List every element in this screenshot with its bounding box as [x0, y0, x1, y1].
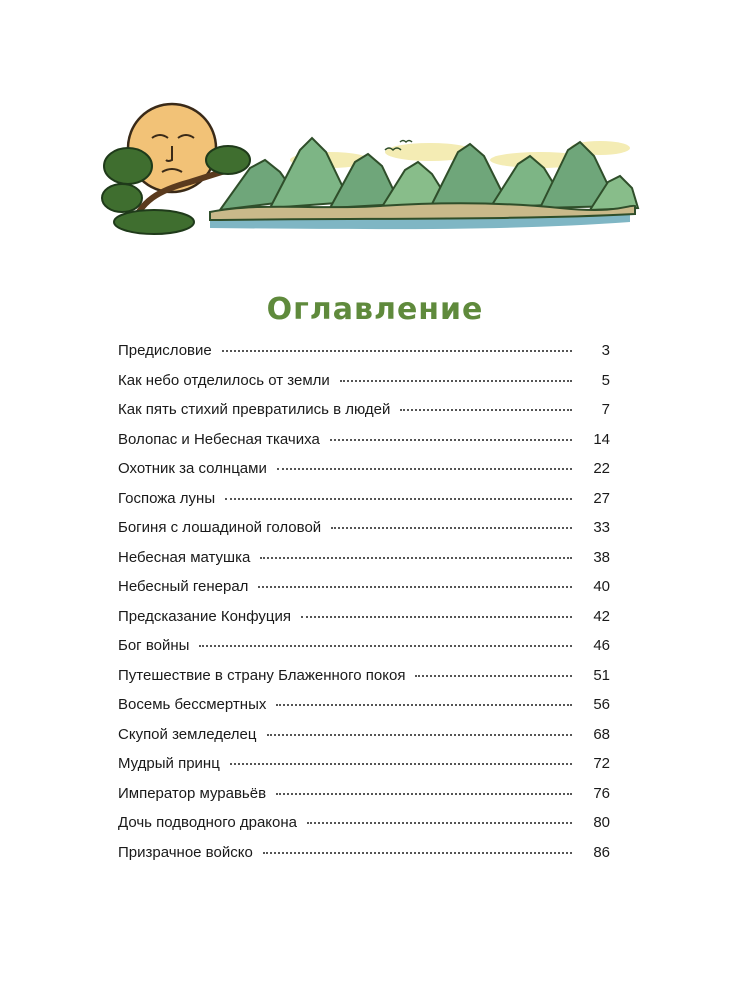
toc-entry[interactable] — [118, 661, 610, 691]
toc-entry-title: Как небо отделилось от земли — [118, 371, 330, 389]
toc-entry-page-number: 72 — [593, 755, 610, 772]
dot-leader — [225, 497, 572, 500]
toc-entry-page-number: 33 — [593, 519, 610, 536]
toc-entry-page-number: 14 — [593, 430, 610, 448]
dot-leader — [330, 438, 572, 441]
toc-entry-title: Восемь бессмертных — [118, 696, 267, 713]
dot-leader — [267, 733, 573, 736]
toc-entry-page-number: 68 — [593, 725, 610, 743]
toc-entry-title: Мудрый принц — [118, 755, 220, 772]
toc-entry[interactable] — [118, 690, 610, 720]
toc-entry[interactable] — [118, 543, 610, 573]
dot-leader — [400, 408, 572, 411]
toc-entry-title: Богиня с лошадиной головой — [118, 519, 322, 536]
toc-entry-title: Волопас и Небесная ткачиха — [118, 430, 320, 448]
dot-leader — [276, 703, 572, 706]
dot-leader — [260, 556, 572, 559]
dot-leader — [277, 467, 572, 470]
toc-entry-page-number: 51 — [593, 666, 610, 684]
toc-entry-page-number: 46 — [593, 637, 610, 654]
toc-entry[interactable] — [118, 602, 610, 632]
dot-leader — [415, 674, 572, 677]
toc-entry[interactable] — [118, 808, 610, 838]
toc-entry[interactable] — [118, 336, 610, 366]
dot-leader — [258, 585, 572, 588]
toc-entry-title: Император муравьёв — [118, 784, 267, 802]
toc-entry[interactable] — [118, 366, 610, 396]
dot-leader — [340, 379, 572, 382]
toc-entry-title: Бог войны — [118, 637, 190, 654]
toc-entry-title: Скупой земледелец — [118, 725, 257, 743]
toc-entry[interactable] — [118, 484, 610, 514]
toc-entry-page-number: 56 — [593, 696, 610, 713]
toc-entry[interactable] — [118, 395, 610, 425]
toc-entry-page-number: 40 — [593, 578, 610, 595]
toc-entry-title: Призрачное войско — [118, 843, 253, 861]
sun-and-mountains-illustration — [100, 90, 640, 240]
toc-entry-page-number: 80 — [593, 814, 610, 831]
page-title: Оглавление — [266, 292, 484, 328]
toc-entry[interactable] — [118, 631, 610, 661]
dot-leader — [301, 615, 572, 618]
toc-entry-page-number: 7 — [601, 401, 610, 418]
toc-entry[interactable] — [118, 513, 610, 543]
toc-entry-title: Охотник за солнцами — [118, 460, 267, 477]
toc-entry-page-number: 22 — [593, 460, 610, 477]
toc-entry-page-number: 76 — [593, 784, 610, 802]
dot-leader — [331, 526, 572, 529]
toc-entry-title: Предисловие — [118, 342, 212, 359]
toc-entry-title: Путешествие в страну Блаженного покоя — [118, 666, 406, 684]
dot-leader — [263, 851, 572, 854]
toc-entry-page-number: 42 — [593, 607, 610, 625]
toc-entry-title: Небесный генерал — [118, 578, 249, 595]
toc-entry-page-number: 38 — [593, 548, 610, 566]
toc-entry[interactable] — [118, 749, 610, 779]
toc-entry-title: Дочь подводного дракона — [118, 814, 298, 831]
dot-leader — [307, 821, 572, 824]
toc-entry[interactable] — [118, 572, 610, 602]
dot-leader — [222, 349, 572, 352]
toc-entry-title: Небесная матушка — [118, 548, 251, 566]
toc-entry[interactable] — [118, 779, 610, 809]
toc-entry[interactable] — [118, 720, 610, 750]
dot-leader — [230, 762, 572, 765]
toc-entry-page-number: 86 — [593, 843, 610, 861]
toc-entry[interactable] — [118, 838, 610, 868]
toc-entry-title: Предсказание Конфуция — [118, 607, 291, 625]
dot-leader — [276, 792, 572, 795]
toc-entry-page-number: 27 — [593, 489, 610, 507]
toc-entry[interactable] — [118, 425, 610, 455]
dot-leader — [199, 644, 572, 647]
toc-entry-title: Как пять стихий превратились в людей — [118, 401, 391, 418]
toc-entry-page-number: 5 — [601, 371, 610, 389]
table-of-contents — [118, 336, 610, 867]
toc-entry-page-number: 3 — [601, 342, 610, 359]
toc-entry[interactable] — [118, 454, 610, 484]
toc-entry-title: Госпожа луны — [118, 489, 216, 507]
